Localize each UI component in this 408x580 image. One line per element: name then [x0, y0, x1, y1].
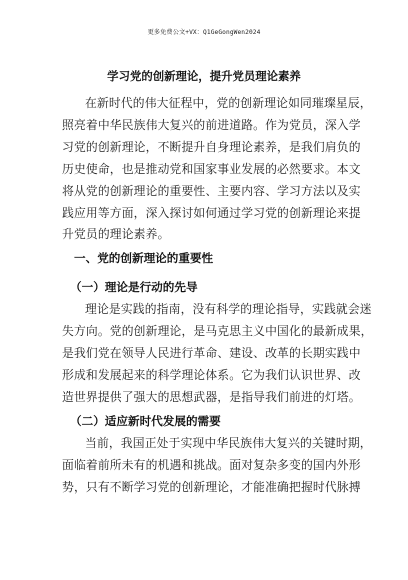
paragraph-line: 势，只有不断学习党的创新理论，才能准确把握时代脉搏: [62, 479, 361, 494]
paragraph-line: 当前，我国正处于实现中华民族伟大复兴的关键时期，: [85, 436, 372, 450]
section-heading: 一、党的创新理论的重要性: [74, 251, 214, 265]
paragraph-line: 是我们党在领导人民进行革命、建设、改革的长期实践中: [62, 345, 361, 360]
intro-paragraph: [62, 93, 372, 246]
subsection-heading: （一）理论是行动的先导: [70, 280, 198, 294]
subsection-2-paragraph: [62, 433, 372, 499]
paragraph-line: 在新时代的伟大征程中，党的创新理论如同璀璨星辰，: [85, 96, 372, 110]
paragraph-line: 理论是实践的指南，没有科学的理论指导，实践就会迷: [85, 302, 372, 316]
paragraph-line: 习党的创新理论，不断提升自身理论素养，是我们肩负的: [62, 139, 361, 154]
subsection-1-paragraph: [62, 299, 373, 409]
paragraph-line: 践应用等方面，深入探讨如何通过学习党的创新理论来提: [62, 205, 361, 220]
paragraph-line: 造世界提供了强大的思想武器，是指导我们前进的灯塔。: [62, 389, 361, 404]
subsection-heading: （二）适应新时代发展的需要: [70, 414, 221, 428]
paragraph-line: 升党员的理论素养。: [62, 227, 170, 242]
page-header-watermark: 更多免费公文+VX：Q1GeGongWen2024: [147, 29, 261, 36]
paragraph-line: 形成和发展起来的科学理论体系。它为我们认识世界、改: [62, 367, 361, 382]
paragraph-line: 失方向。党的创新理论，是马克思主义中国化的最新成果，: [62, 323, 373, 338]
paragraph-line: 历史使命，也是推动党和国家事业发展的必然要求。本文: [62, 161, 361, 176]
document-title: 学习党的创新理论，提升党员理论素养: [107, 69, 301, 83]
paragraph-line: 面临着前所未有的机遇和挑战。面对复杂多变的国内外形: [62, 457, 361, 472]
paragraph-line: 照亮着中华民族伟大复兴的前进道路。作为党员，深入学: [62, 117, 361, 132]
paragraph-line: 将从党的创新理论的重要性、主要内容、学习方法以及实: [62, 183, 361, 198]
